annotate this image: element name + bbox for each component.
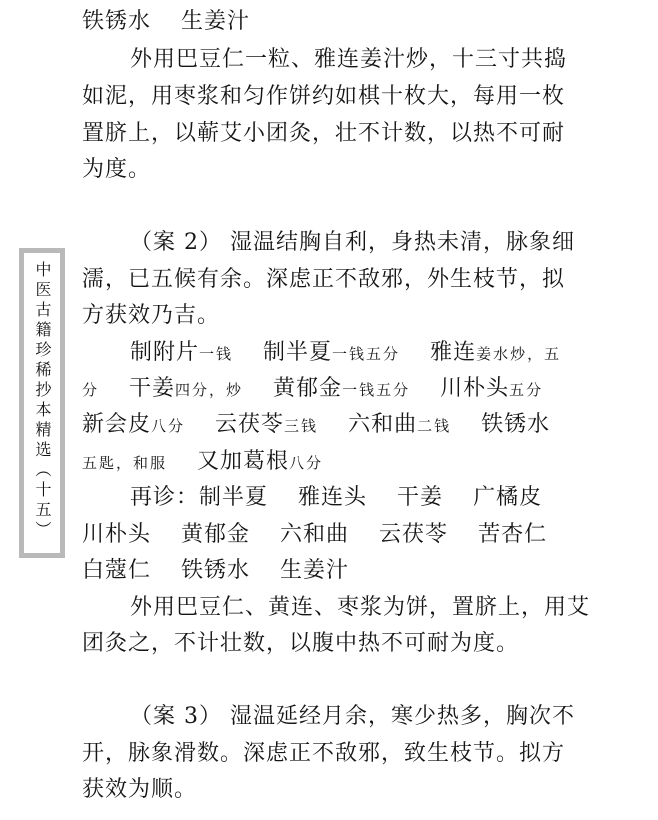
herb-name: 铁锈水 <box>82 9 152 34</box>
series-title-vertical: 中医古籍珍稀抄本精选（十五） <box>33 261 52 541</box>
case-label: （案 2） <box>130 230 222 255</box>
case-description: 湿温延经月余，寒少热多，胸次不 <box>230 704 576 729</box>
herb-item <box>440 374 543 405</box>
series-side-label <box>19 248 65 558</box>
case-description: 开，脉象滑数。深虑正不敌邪，致生枝节。拟方 <box>82 741 566 766</box>
prescription-line <box>130 338 561 368</box>
herb-item <box>130 483 268 513</box>
herb-item <box>82 448 167 478</box>
herb-item <box>478 520 547 550</box>
external-use-text: 为度。 <box>82 157 152 182</box>
dosage-note: 二钱 <box>417 417 452 435</box>
herb-name: 铁锈水 <box>481 412 551 437</box>
herb-name: 广橘皮 <box>473 485 543 510</box>
dosage-note: 八分 <box>151 417 186 435</box>
herb-item <box>181 556 250 586</box>
external-use-text: 外用巴豆仁一粒、雅连姜汁炒，十三寸共捣 <box>130 47 568 72</box>
herb-item <box>263 338 400 369</box>
case-description: 获效为顺。 <box>82 777 198 802</box>
prescription-line <box>82 374 543 404</box>
herb-item <box>82 410 185 441</box>
herb-item <box>397 483 443 513</box>
herb-name: 制半夏 <box>263 340 333 365</box>
revisit-label: 再诊： <box>130 485 200 510</box>
herb-name: 干姜 <box>129 376 176 401</box>
case-label: （案 3） <box>130 704 222 729</box>
herb-name: 云茯苓 <box>379 522 449 547</box>
herb-name: 新会皮 <box>82 412 152 437</box>
herb-name: 川朴头 <box>82 522 152 547</box>
herb-name: 苦杏仁 <box>478 522 548 547</box>
herb-name: 干姜 <box>397 485 444 510</box>
revisit-line <box>130 483 542 513</box>
herb-name: 雅连头 <box>298 485 368 510</box>
dosage-note: 一钱五分 <box>332 345 401 363</box>
external-use-text: 团灸之，不计壮数，以腹中热不可耐为度。 <box>82 631 520 656</box>
herb-name: 生姜汁 <box>280 558 350 583</box>
herb-item <box>215 410 318 441</box>
dosage-note: 五匙，和服 <box>82 454 168 472</box>
herb-item <box>82 7 151 37</box>
herb-item <box>82 375 99 405</box>
dosage-note: 四分，炒 <box>175 381 244 399</box>
herb-name: 又加葛根 <box>197 449 290 474</box>
herb-item <box>181 520 250 550</box>
herb-name: 制半夏 <box>199 485 269 510</box>
herb-name: 制附片 <box>130 340 200 365</box>
herb-name: 铁锈水 <box>181 558 251 583</box>
external-use-text: 置脐上，以蕲艾小团灸，壮不计数，以热不可耐 <box>82 121 566 146</box>
revisit-line <box>82 520 547 550</box>
herb-item <box>181 7 250 37</box>
herb-item <box>348 410 451 441</box>
herb-item <box>481 410 550 440</box>
dosage-note: 五分 <box>509 381 544 399</box>
dosage-note: 一钱 <box>199 345 234 363</box>
herb-name: 黄郁金 <box>273 376 343 401</box>
herb-item <box>82 520 151 550</box>
dosage-note: 分 <box>82 381 100 399</box>
herb-item <box>82 556 151 586</box>
external-use-text: 外用巴豆仁、黄连、枣浆为饼，置脐上，用艾 <box>130 595 591 620</box>
case-description: 湿温结胸自利，身热未清，脉象细 <box>230 230 576 255</box>
herb-name: 白蔻仁 <box>82 558 152 583</box>
herb-item <box>129 374 243 405</box>
herb-name: 六和曲 <box>348 412 418 437</box>
prev-case-rx-line <box>82 7 250 37</box>
herb-item <box>130 338 233 369</box>
herb-item <box>473 483 542 513</box>
external-use-text: 如泥，用枣浆和匀作饼约如棋十枚大，每用一枚 <box>82 84 566 109</box>
dosage-note: 三钱 <box>284 417 319 435</box>
case-2-heading-line <box>130 228 575 258</box>
dosage-note: 一钱五分 <box>342 381 411 399</box>
herb-item <box>430 338 561 369</box>
herb-item <box>273 374 410 405</box>
herb-name: 云茯苓 <box>215 412 285 437</box>
herb-item <box>197 447 323 478</box>
herb-item <box>298 483 367 513</box>
case-description: 濡，已五候有余。深虑正不敌邪，外生枝节，拟 <box>82 267 566 292</box>
herb-item <box>379 520 448 550</box>
herb-item <box>280 520 349 550</box>
herb-item <box>280 556 349 586</box>
herb-name: 黄郁金 <box>181 522 251 547</box>
case-description: 方获效乃吉。 <box>82 303 221 328</box>
case-3-heading-line <box>130 702 575 732</box>
herb-name: 雅连 <box>430 340 477 365</box>
prescription-line <box>82 410 550 440</box>
dosage-note: 八分 <box>289 454 324 472</box>
dosage-note: 姜水炒，五 <box>476 345 562 363</box>
prescription-line <box>82 447 323 477</box>
revisit-line <box>82 556 349 586</box>
herb-name: 川朴头 <box>440 376 510 401</box>
herb-name: 生姜汁 <box>181 9 251 34</box>
herb-name: 六和曲 <box>280 522 350 547</box>
